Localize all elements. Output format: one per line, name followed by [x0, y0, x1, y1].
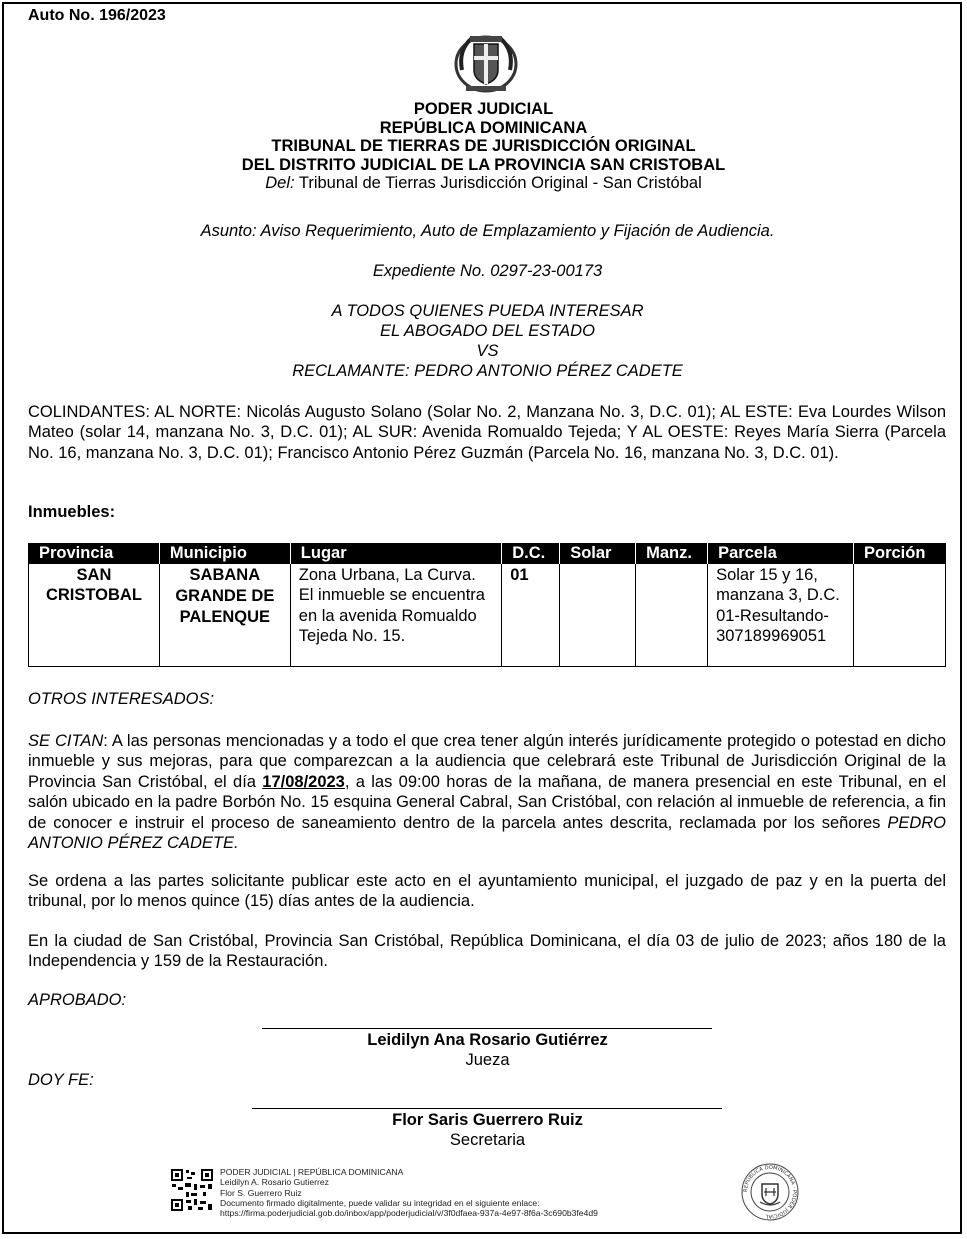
parties-line-3: VS — [476, 342, 499, 360]
seal-text: REPÚBLICA DOMINICANA · PODER JUDICIAL — [742, 1164, 798, 1220]
claimant-names: PEDRO ANTONIO PÉREZ CADETE. — [28, 813, 946, 853]
parties-line-4: RECLAMANTE: PEDRO ANTONIO PÉREZ CADETE — [292, 362, 683, 380]
inmuebles-label: Inmuebles: — [28, 503, 116, 521]
coat-of-arms-icon — [452, 30, 520, 94]
hearing-date: 17/08/2023 — [262, 772, 345, 791]
aprobado-label: APROBADO: — [28, 991, 127, 1009]
doy-fe-label: DOY FE: — [28, 1071, 94, 1089]
cell-lugar: Zona Urbana, La Curva. El inmueble se encuentra en la avenida Romualdo Tejeda No. 15. — [290, 564, 501, 667]
footer-line-2: Leidilyn A. Rosario Gutierrez — [220, 1177, 329, 1188]
footer-line-4: Documento firmado digitalmente, puede validar su integridad en el siguiente enlace: — [220, 1197, 540, 1208]
signer-1-role: Jueza — [465, 1051, 510, 1069]
se-citan-label: SE CITAN — [28, 732, 104, 750]
se-citan-paragraph — [28, 731, 946, 853]
col-porcion: Porción — [853, 543, 945, 564]
header-line-1: PODER JUDICIAL — [413, 100, 554, 118]
signer-2-role: Secretaria — [449, 1131, 526, 1149]
col-manz: Manz. — [636, 543, 708, 564]
cell-parcela: Solar 15 y 16, manzana 3, D.C. 01-Resultando-307189969051 — [708, 564, 854, 667]
cell-dc: 01 — [502, 564, 560, 667]
se-citan-text-2: , a las 09:00 horas de la mañana, de manera presencial en este Tribunal, en el salón ubicado en la padre Borbón No. 15 esquina General Cabral, San Cristóbal, con relación al inmueble de referencia, a fin de conocer e instruir el proceso de saneamiento dentro de la parcela antes descrita, reclamada por los señores — [28, 772, 946, 832]
col-lugar: Lugar — [290, 543, 501, 564]
cell-porcion — [853, 564, 945, 667]
qr-code-icon — [170, 1168, 214, 1212]
parties-line-2: EL ABOGADO DEL ESTADO — [380, 322, 595, 340]
otros-interesados: OTROS INTERESADOS: — [28, 690, 215, 708]
header-line-3: TRIBUNAL DE TIERRAS DE JURISDICCIÓN ORIGINAL — [271, 137, 696, 155]
col-dc: D.C. — [502, 543, 560, 564]
col-provincia: Provincia — [29, 543, 160, 564]
table-row — [29, 564, 946, 667]
ordena-paragraph: Se ordena a las partes solicitante publicar este acto en el ayuntamiento municipal, el juzgado de paz y en la puerta del tribunal, por lo menos quince (15) días antes de la audiencia. — [28, 872, 946, 911]
signature-line-2 — [252, 1108, 722, 1109]
del-label: Del: — [265, 174, 295, 192]
colindantes: COLINDANTES: AL NORTE: Nicolás Augusto Solano (Solar No. 2, Manzana No. 3, D.C. 01); AL ESTE: Eva Lourdes Wilson Mateo (solar 14, manzana No. 3, D.C. 01); AL SUR: Avenida Romualdo Tejeda; Y AL OESTE: Reyes María Sierra (Parcela No. 16, manzana No. 3, D.C. 01); Francisco Antonio Pérez Guzmán (Parcela No. 16, manzana No. 3, D.C. 01). — [28, 403, 946, 462]
cell-municipio: SABANA GRANDE DE PALENQUE — [159, 564, 290, 667]
document-header — [0, 100, 967, 193]
ciudad-paragraph: En la ciudad de San Cristóbal, Provincia San Cristóbal, República Dominicana, el día 03 de julio de 2023; años 180 de la Independencia y 159 de la Restauración. — [28, 932, 946, 971]
signature-line-1 — [262, 1028, 712, 1029]
cell-manz — [636, 564, 708, 667]
col-municipio: Municipio — [159, 543, 290, 564]
asunto: Asunto: Aviso Requerimiento, Auto de Emplazamiento y Fijación de Audiencia. — [200, 222, 775, 240]
footer-validation-link[interactable]: https://firma.poderjudicial.gob.do/inbox/app/poderjudicial/v/3f0dfaea-937a-4e97-8f6a-3c690b3fe4d9 — [220, 1208, 598, 1219]
se-citan-text-1: : A las personas mencionadas y a todo el que crea tener algún interés jurídicamente protegido o potestad en dicho inmueble y sus mejoras, para que comparezcan a la audiencia que celebrará este Tribunal de Jurisdicción Original de la Provincia San Cristóbal, el día — [28, 732, 946, 791]
header-line-2: REPÚBLICA DOMINICANA — [379, 118, 588, 137]
footer-line-3: Flor S. Guerrero Ruiz — [220, 1187, 302, 1198]
parties-line-1: A TODOS QUIENES PUEDA INTERESAR — [331, 302, 644, 320]
digital-signature-footer — [220, 1167, 598, 1218]
header-del — [0, 174, 967, 193]
cell-provincia: SAN CRISTOBAL — [29, 564, 160, 667]
signer-2-name: Flor Saris Guerrero Ruiz — [392, 1111, 583, 1129]
col-solar: Solar — [560, 543, 636, 564]
auto-number: Auto No. 196/2023 — [28, 7, 166, 24]
del-value: Tribunal de Tierras Jurisdicción Original - San Cristóbal — [294, 174, 702, 192]
table-header-row — [29, 543, 946, 564]
col-parcela: Parcela — [708, 543, 854, 564]
footer-line-1: PODER JUDICIAL | REPÚBLICA DOMINICANA — [220, 1167, 404, 1177]
poder-judicial-seal-icon — [740, 1162, 800, 1222]
expediente: Expediente No. 0297-23-00173 — [372, 262, 603, 280]
cell-solar — [560, 564, 636, 667]
header-line-4: DEL DISTRITO JUDICIAL DE LA PROVINCIA SAN CRISTOBAL — [241, 155, 726, 174]
signer-1-name: Leidilyn Ana Rosario Gutiérrez — [367, 1031, 608, 1049]
inmuebles-table — [28, 543, 946, 667]
